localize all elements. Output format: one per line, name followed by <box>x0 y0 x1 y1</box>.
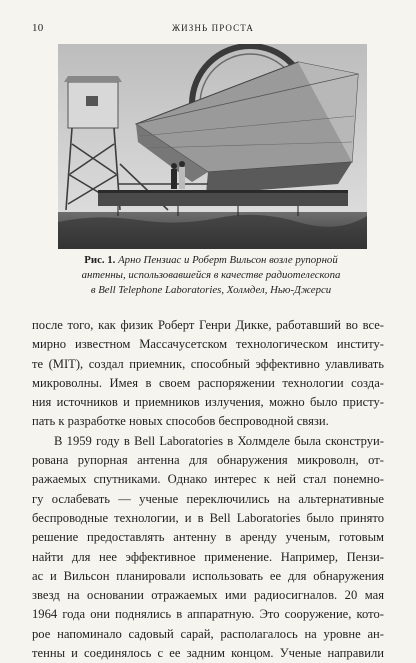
horn-antenna-photo <box>58 44 367 249</box>
text-line: рована рупорная антенна для обнаружения микроволн, от- <box>32 453 384 468</box>
text-line: решение предоставлять антенну в аренду ученым, готовым <box>32 530 384 545</box>
body-text <box>32 316 384 663</box>
text-line: пать к разработке новых способов беспроводной связи. <box>32 414 329 429</box>
paragraph-2 <box>32 432 384 663</box>
text-line: ражаемых спутниками. Однако интерес к ней стал понемно- <box>32 472 384 487</box>
running-head <box>32 22 356 36</box>
book-title: ЖИЗНЬ ПРОСТА <box>172 23 254 33</box>
photo-illustration <box>58 44 367 249</box>
figure-caption <box>66 253 356 299</box>
text-line: ния источников и приемников излучения, можно было присту- <box>32 395 384 410</box>
caption-line-2: антенны, использовавшейся в качестве радиотелескопа <box>81 269 341 282</box>
text-line: ас и Вильсон планировали использовать ее для обнаружения <box>32 568 384 583</box>
paragraph-1 <box>32 316 384 432</box>
caption-line-3: в Bell Telephone Laboratories, Холмдел, Нью-Джерси <box>90 284 332 297</box>
text-line: микроволны. Имея в своем распоряжении технологии созда- <box>32 375 384 390</box>
page-number: 10 <box>32 22 44 34</box>
text-line: звезд на основании отражаемых ими радиосигналов. 20 мая <box>32 588 384 603</box>
text-line: 1964 года они поднялись в аппаратную. Это сооружение, кото- <box>32 607 384 622</box>
text-line: беспроводные технологии, и в Bell Laboratories было принято <box>32 510 384 525</box>
figure-label: Рис. 1. <box>84 254 116 266</box>
caption-line-1: Арно Пензиас и Роберт Вильсон возле рупорной <box>115 254 338 266</box>
text-line: рое напоминало садовый сарай, располагалось на уровне ан- <box>32 626 384 641</box>
text-line: тенны и соединялось с ее задним концом. Ученые направили <box>32 646 384 661</box>
text-line: после того, как физик Роберт Генри Дикке, работавший во все- <box>32 318 384 332</box>
text-line: те (МIТ), создал приемник, способный эффективно улавливать <box>32 356 384 371</box>
text-line: найти для нее эффективное применение. Например, Пензи- <box>32 549 384 564</box>
text-line: гу ослабевать — ученые переключились на альтернативные <box>32 491 384 506</box>
text-line: мирно известном Массачусетском технологическом институ- <box>32 337 384 352</box>
text-line: В 1959 году в Bell Laboratories в Холмделе была сконструи- <box>54 433 384 448</box>
